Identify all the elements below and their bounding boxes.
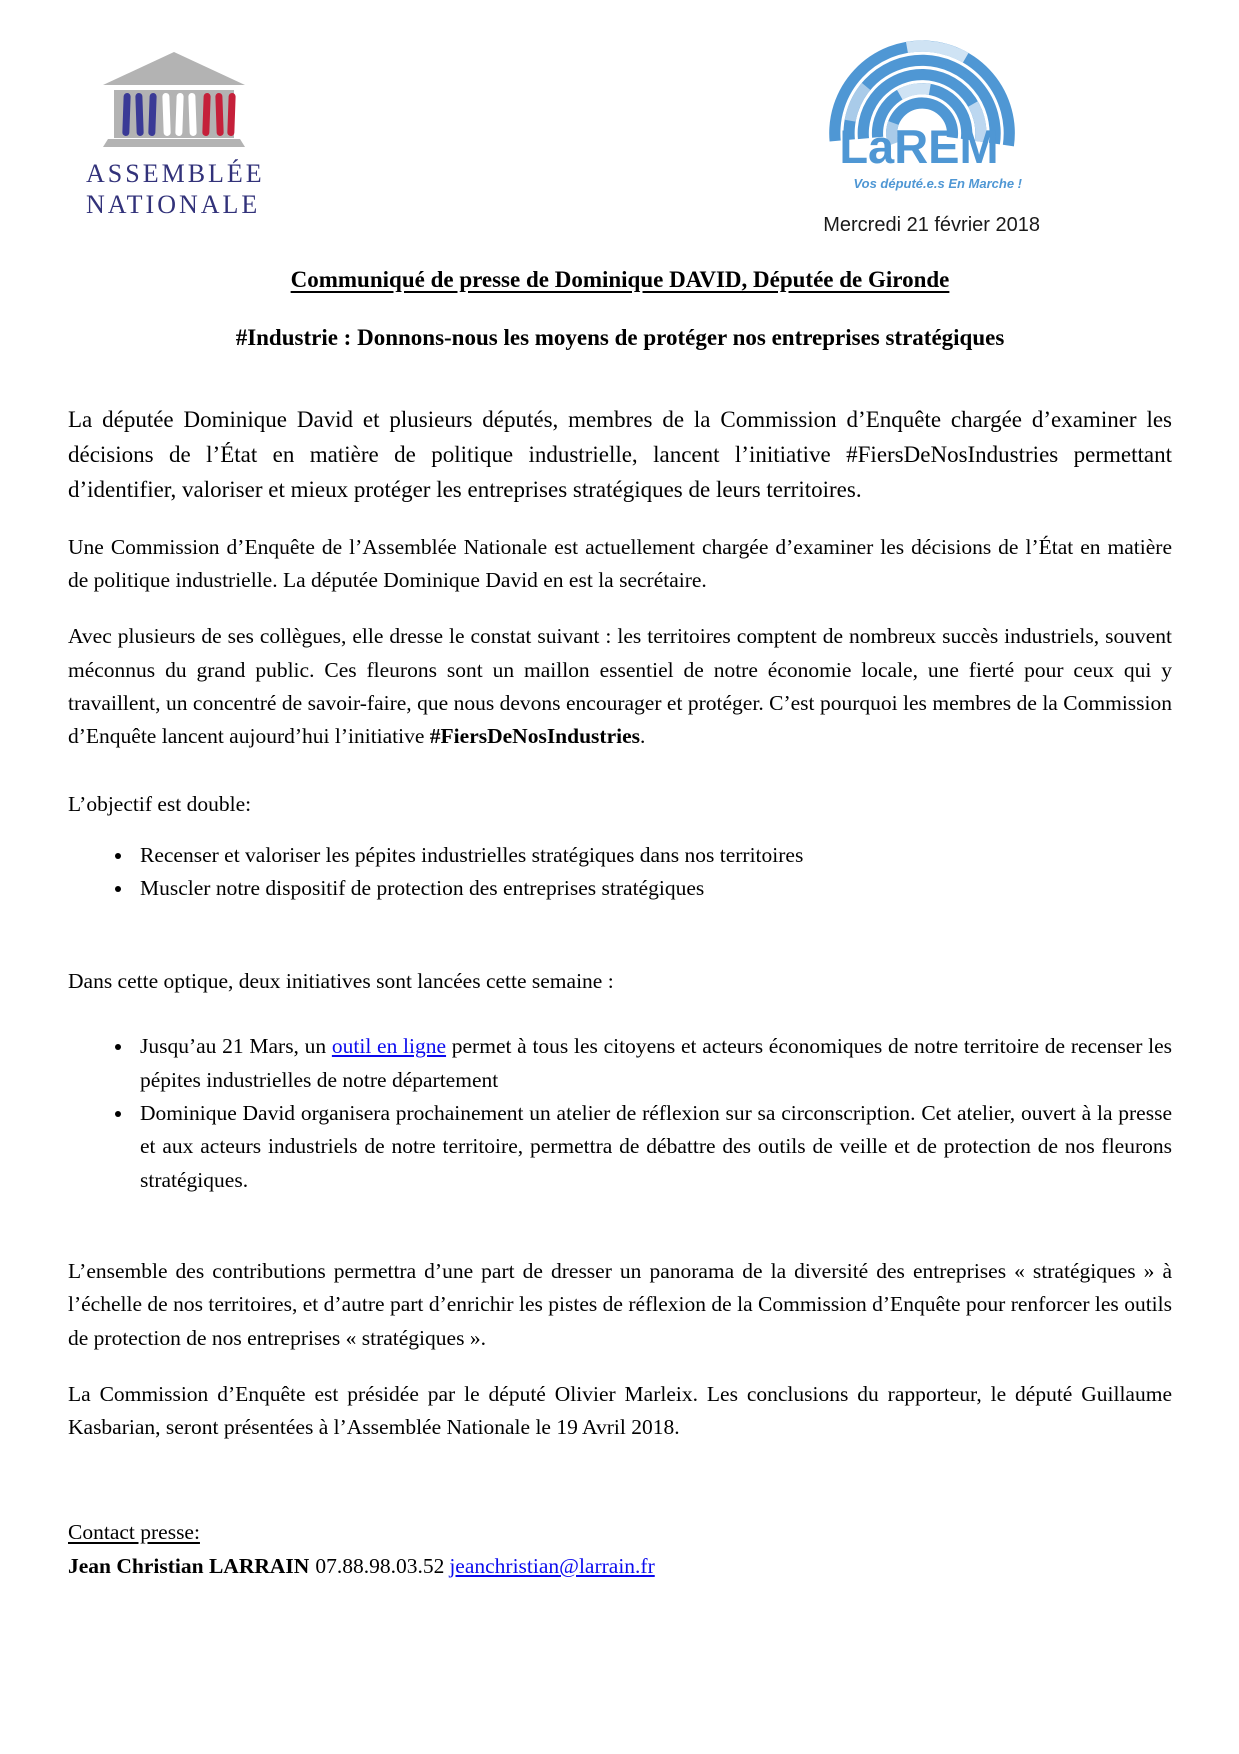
larem-logo bbox=[812, 34, 1022, 191]
an-wordmark-line2: NATIONALE bbox=[86, 189, 261, 219]
optique-label: Dans cette optique, deux initiatives sont lancées cette semaine : bbox=[68, 969, 614, 994]
objectif-label: L’objectif est double: bbox=[68, 791, 252, 816]
constat-period: . bbox=[640, 724, 646, 749]
assemblee-nationale-emblem-icon bbox=[99, 50, 249, 150]
an-wordmark-line1: ASSEMBLÉE bbox=[86, 159, 265, 188]
paragraph-intro: La députée Dominique David et plusieurs députés, membres de la Commission d’Enquête chargée d’examiner les décisions de l’État en matière de politique industrielle, lancent l’initiative #FiersDeNosIndustries permettant d’identifier, valoriser et mieux protéger les entreprises stratégiques de leurs territoires. bbox=[68, 407, 1172, 502]
initiative1-post: permet à tous les citoyens et acteurs économiques de notre territoire de recenser les pépites industrielles de notre département bbox=[140, 1034, 1173, 1092]
larem-wordmark: LaREM bbox=[839, 120, 999, 173]
contact-phone: 07.88.98.03.52 bbox=[315, 1553, 445, 1578]
contact-name: Jean Christian LARRAIN bbox=[68, 1553, 310, 1578]
outil-en-ligne-link[interactable]: outil en ligne bbox=[331, 1034, 447, 1059]
objectifs-list bbox=[68, 839, 1172, 906]
subtitle: #Industrie : Donnons-nous les moyens de protéger nos entreprises stratégiques bbox=[235, 325, 1005, 350]
contact-section bbox=[68, 1516, 1172, 1583]
main-title: Communiqué de presse de Dominique DAVID, Députée de Gironde bbox=[290, 267, 950, 292]
assemblee-nationale-wordmark bbox=[84, 159, 264, 220]
document-body bbox=[68, 267, 1172, 1583]
contact-email-link[interactable]: jeanchristian@larrain.fr bbox=[449, 1553, 655, 1578]
list-item: • Recenser et valoriser les pépites industrielles stratégiques dans nos territoires bbox=[134, 839, 1172, 872]
paragraph-ensemble: L’ensemble des contributions permettra d’une part de dresser un panorama de la diversité des entreprises « stratégiques » à l’échelle de nos territoires, et d’autre part d’enrichir les pistes de réflexion de la Commission d’Enquête pour renforcer les outils de protection de nos entreprises « stratégiques ». bbox=[68, 1258, 1172, 1350]
paragraph-conclusion: La Commission d’Enquête est présidée par le député Olivier Marleix. Les conclusions du rapporteur, le député Guillaume Kasbarian, seront présentées à l’Assemblée Nationale le 19 Avril 2018. bbox=[68, 1381, 1172, 1440]
constat-hashtag: #FiersDeNosIndustries bbox=[429, 724, 641, 749]
contact-label: Contact presse: bbox=[68, 1520, 200, 1545]
assemblee-nationale-logo bbox=[84, 50, 264, 220]
list-item: • Muscler notre dispositif de protection des entreprises stratégiques bbox=[134, 872, 1172, 905]
constat-text: Avec plusieurs de ses collègues, elle dresse le constat suivant : les territoires comptent de nombreux succès industriels, souvent méconnus du grand public. Ces fleurons sont un maillon essentiel de notre économie locale, une fierté pour ceux qui y travaillent, un concentré de savoir-faire, que nous devons encourager et protéger. C’est pourquoi les membres de la Commission d’Enquête lancent aujourd’hui l’initiative bbox=[68, 624, 1172, 749]
initiative1-pre: Jusqu’au 21 Mars, un bbox=[140, 1034, 332, 1059]
paragraph-commission: Une Commission d’Enquête de l’Assemblée Nationale est actuellement chargée d’examiner les décisions de l’État en matière de politique industrielle. La députée Dominique David en est la secrétaire. bbox=[68, 534, 1172, 593]
larem-tagline: Vos député.e.s En Marche ! bbox=[853, 176, 1022, 191]
paragraph-constat bbox=[68, 620, 1172, 753]
initiatives-list bbox=[68, 1030, 1172, 1197]
list-item: • Dominique David organisera prochainement un atelier de réflexion sur sa circonscription. Cet atelier, ouvert à la presse et aux acteurs industriels de notre territoire, permettra de débattre des outils de veille et de protection de nos fleurons stratégiques. bbox=[134, 1097, 1172, 1197]
date-line: Mercredi 21 février 2018 bbox=[823, 214, 1040, 236]
list-item bbox=[134, 1030, 1172, 1097]
contact-line bbox=[68, 1550, 1172, 1583]
header bbox=[0, 0, 1239, 219]
